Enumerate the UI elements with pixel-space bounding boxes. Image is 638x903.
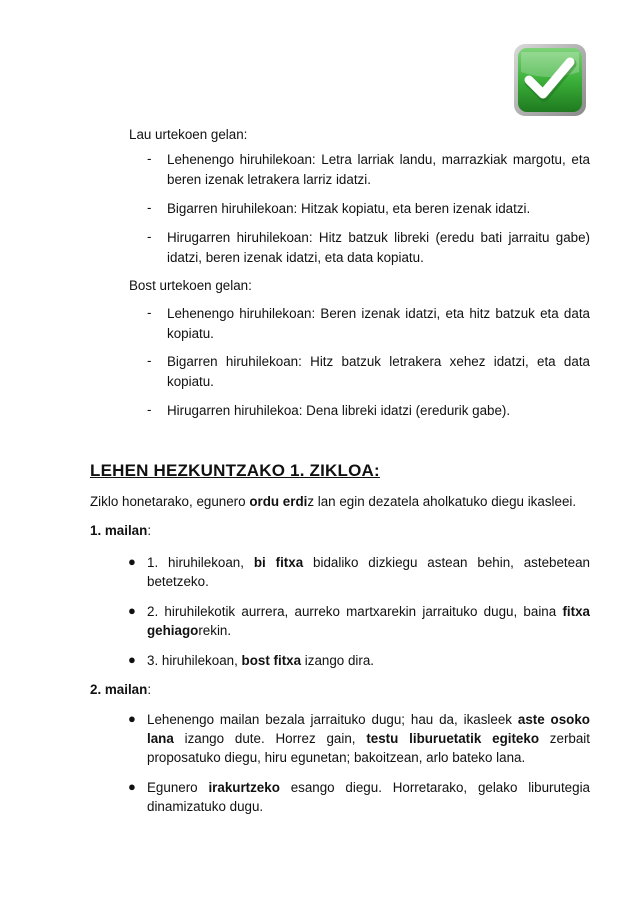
bold-run: irakurtzeko: [208, 780, 280, 795]
bold-run: gehiago: [147, 623, 199, 638]
mailan2-label: [90, 681, 151, 698]
dash-bullet: -: [147, 200, 152, 215]
dash-bullet: -: [147, 305, 152, 320]
mailan1-item-1-line-1: [147, 554, 590, 571]
text-run: esango diegu. Horretarako, gelako liburutegia: [279, 780, 590, 795]
dash-bullet: -: [147, 151, 152, 166]
mailan2-item-1-line-2: [147, 730, 590, 747]
mailan2-label-colon: :: [147, 682, 152, 697]
text-run: Egunero: [147, 780, 209, 795]
text-run: 3. hiruhilekoan,: [147, 653, 242, 668]
dash-bullet: -: [147, 229, 152, 244]
mailan1-label-colon: :: [147, 523, 152, 538]
mailan1-item-3-line-1: [147, 652, 374, 669]
text-run: rekin.: [198, 623, 232, 638]
bold-run: bi fitxa: [253, 555, 304, 570]
bullet-dot: ●: [128, 779, 136, 794]
lau-item-3-line-1: Hirugarren hiruhilekoan: Hitz batzuk libreki (eredu bati jarraitu gabe): [167, 230, 590, 245]
bost-label: Bost urtekoen gelan:: [129, 278, 252, 293]
text-run: izango dute. Horrez gain,: [173, 731, 367, 746]
bullet-dot: ●: [128, 603, 136, 618]
mailan2-item-2-line-2: dinamizatuko dugu.: [147, 799, 264, 814]
lau-item-2-line-1: Bigarren hiruhilekoan: Hitzak kopiatu, eta beren izenak idatzi.: [167, 201, 531, 216]
intro-post: z lan egin dezatela aholkatuko diegu ikasleei.: [307, 494, 577, 509]
mailan2-item-1-line-3: proposatuko diegu, hiru egunetan; bakoitzean, arlo bateko lana.: [147, 750, 526, 765]
lau-item-3-line-2: idatzi, beren izenak idatzi, eta data kopiatu.: [167, 250, 424, 265]
intro-bold: ordu erdi: [249, 494, 308, 509]
bullet-dot: ●: [128, 652, 136, 667]
mailan2-item-2-line-1: [147, 779, 590, 796]
text-run: 2. hiruhilekotik aurrera, aurreko martxarekin jarraituko dugu, baina: [147, 604, 563, 619]
lau-item-1-line-1: Lehenengo hiruhilekoan: Letra larriak landu, marrazkiak margotu, eta: [167, 152, 590, 167]
bost-item-2-line-1: Bigarren hiruhilekoan: Hitz batzuk letrakera xehez idatzi, eta data: [167, 354, 590, 369]
mailan1-item-2-line-1: [147, 603, 590, 620]
bost-item-2-line-2: kopiatu.: [167, 374, 214, 389]
bold-run: fitxa: [562, 604, 590, 619]
bold-run: testu liburuetatik egiteko: [366, 731, 539, 746]
text-run: izango dira.: [301, 653, 375, 668]
text-run: zerbait: [539, 731, 591, 746]
bold-run: lana: [147, 731, 174, 746]
text-run: bidaliko dizkiegu astean behin, astebetean: [303, 555, 590, 570]
text-run: Lehenengo mailan bezala jarraituko dugu; hau da, ikasleek: [147, 712, 518, 727]
mailan1-item-2-line-2: [147, 622, 231, 639]
intro-paragraph: [90, 493, 576, 510]
section-heading: LEHEN HEZKUNTZAKO 1. ZIKLOA:: [90, 461, 380, 480]
mailan2-label-bold: 2. mailan: [90, 682, 148, 697]
bost-item-3-line-1: Hirugarren hiruhilekoa: Dena libreki idatzi (eredurik gabe).: [167, 403, 511, 418]
bullet-dot: ●: [128, 554, 136, 569]
mailan1-label: [90, 522, 151, 539]
dash-bullet: -: [147, 402, 152, 417]
lau-item-1-line-2: beren izenak letrakera larriz idatzi.: [167, 172, 371, 187]
mailan1-label-bold: 1. mailan: [90, 523, 148, 538]
lau-label: Lau urtekoen gelan:: [129, 127, 248, 142]
intro-pre: Ziklo honetarako, egunero: [90, 494, 250, 509]
bullet-dot: ●: [128, 711, 136, 726]
mailan2-item-1-line-1: [147, 711, 590, 728]
dash-bullet: -: [147, 353, 152, 368]
bost-item-1-line-1: Lehenengo hiruhilekoan: Beren izenak idatzi, eta hitz batzuk eta data: [167, 306, 590, 321]
bold-run: aste osoko: [517, 712, 590, 727]
bold-run: bost fitxa: [241, 653, 302, 668]
bost-item-1-line-2: kopiatu.: [167, 326, 214, 341]
checkmark-icon: [512, 42, 588, 118]
text-run: 1. hiruhilekoan,: [147, 555, 254, 570]
mailan1-item-1-line-2: betetzeko.: [147, 574, 209, 589]
